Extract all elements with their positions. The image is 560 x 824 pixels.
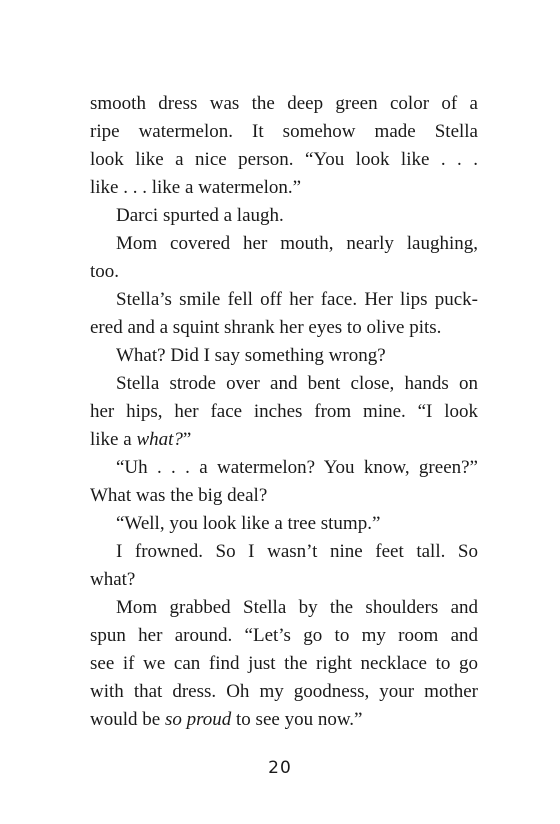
text-line-content: look like a nice person. “You look like . . . [90, 149, 478, 170]
text-line [90, 426, 478, 454]
text-line [90, 454, 478, 482]
text-line-content: too. [90, 261, 120, 282]
text-line-content: like . . . like a watermelon.” [90, 177, 302, 198]
text-line-content: I frowned. So I wasn’t nine feet tall. So [116, 541, 478, 562]
text-line-content: Darci spurted a laugh. [116, 205, 284, 226]
page-body-text [90, 90, 478, 734]
text-line [90, 510, 478, 538]
text-line-continuation: to see you now.” [231, 709, 363, 730]
text-line-content: like a [90, 429, 137, 450]
text-line-content: Mom grabbed Stella by the shoulders and [116, 597, 478, 618]
italic-emphasis: so proud [164, 709, 232, 730]
text-line [90, 566, 478, 594]
text-line-content: with that dress. Oh my goodness, your mother [90, 681, 478, 702]
text-line [90, 706, 478, 734]
text-line [90, 650, 478, 678]
text-line [90, 90, 478, 118]
text-line-content: smooth dress was the deep green color of a [90, 93, 478, 114]
text-line [90, 370, 478, 398]
text-line [90, 202, 478, 230]
italic-emphasis: what? [136, 429, 183, 450]
text-line-content: what? [90, 569, 136, 590]
text-line [90, 314, 478, 342]
text-line [90, 678, 478, 706]
text-line [90, 146, 478, 174]
text-line-content: Mom covered her mouth, nearly laughing, [116, 233, 478, 254]
text-line-content: Stella strode over and bent close, hands on [116, 373, 478, 394]
text-line [90, 538, 478, 566]
text-line-content: spun her around. “Let’s go to my room and [90, 625, 478, 646]
text-line-content: What was the big deal? [90, 485, 268, 506]
text-line [90, 230, 478, 258]
text-line [90, 482, 478, 510]
text-line [90, 286, 478, 314]
text-line [90, 622, 478, 650]
text-line-content: would be [90, 709, 165, 730]
text-line [90, 594, 478, 622]
text-line-content: ered and a squint shrank her eyes to olive pits. [90, 317, 442, 338]
text-line [90, 342, 478, 370]
text-line-content: “Uh . . . a watermelon? You know, green?” [116, 457, 478, 478]
text-line [90, 118, 478, 146]
text-line [90, 398, 478, 426]
text-line-content: see if we can find just the right necklace to go [90, 653, 478, 674]
text-line-content: “Well, you look like a tree stump.” [116, 513, 381, 534]
text-line-content: her hips, her face inches from mine. “I look [90, 401, 478, 422]
text-line [90, 258, 478, 286]
text-line-content: Stella’s smile fell off her face. Her lips puck- [116, 289, 478, 310]
text-line-continuation: ” [182, 429, 192, 450]
text-line-content: What? Did I say something wrong? [116, 345, 386, 366]
page-number: 20 [268, 758, 292, 778]
text-line-content: ripe watermelon. It somehow made Stella [90, 121, 478, 142]
text-line [90, 174, 478, 202]
